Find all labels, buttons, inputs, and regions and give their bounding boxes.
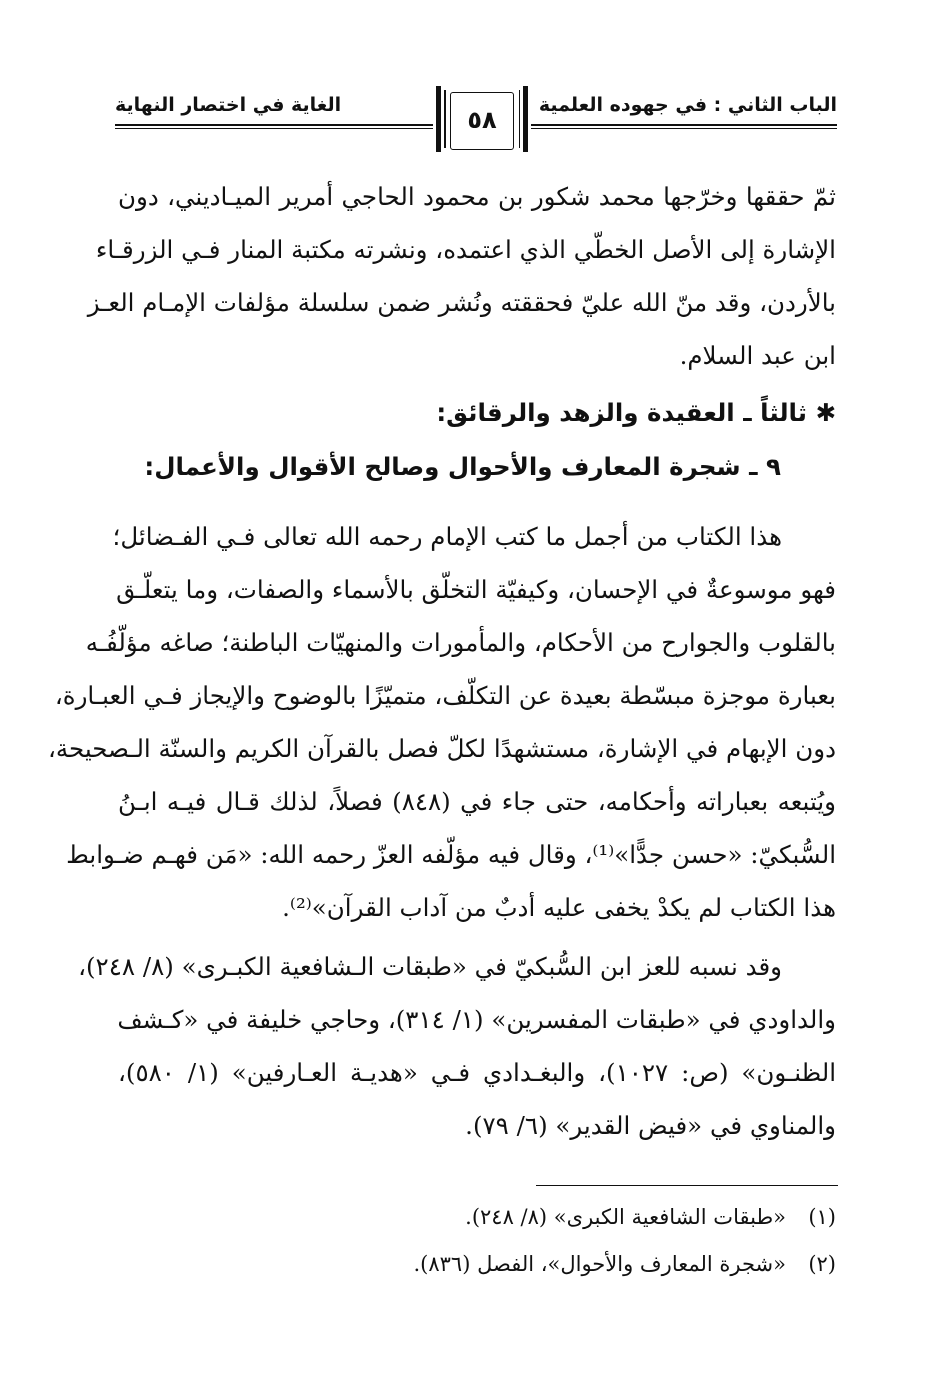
section-heading: ✱ ثالثاً ـ العقيدة والزهد والرقائق: — [436, 398, 836, 427]
text-line: هذا الكتاب لم يكدْ يخفى عليه أدبٌ من آداب القرآن»⁽²⁾. — [282, 893, 836, 922]
text-line: هذا الكتاب من أجمل ما كتب الإمام رحمه الله تعالى فـي الفـضائل؛ — [112, 522, 782, 551]
text-line: بالأردن، وقد منّ الله عليّ فحققته ونُشر ضمن سلسلة مؤلفات الإمـام العـز — [87, 288, 836, 317]
text-line: بالقلوب والجوارح من الأحكام، والمأمورات والمنهيّات الباطنة؛ صاغه مؤلّفُـه — [85, 628, 836, 657]
paragraph-3 — [78, 940, 837, 1152]
chapter-title: الباب الثاني : في جهوده العلمية — [538, 94, 837, 116]
text-line: والداودي في «طبقات المفسرين» (١/ ٣١٤)، وحاجي خليفة في «كـشف — [117, 1005, 836, 1034]
header-rule-left-thin — [115, 128, 433, 129]
text-line: الظنـون» (ص: ١٠٢٧)، والبغـدادي فـي «هديـة العـارفين» (١/ ٥٨٠)، — [118, 1058, 837, 1087]
paragraph-1 — [87, 170, 836, 382]
item-heading: ٩ ـ شجرة المعارف والأحوال وصالح الأقوال والأعمال: — [144, 452, 781, 481]
text-line: السُّبكيّ: «حسن جدًّا»⁽¹⁾، وقال فيه مؤلّفه العزّ رحمه الله: «مَن فهـم ضـوابط — [66, 840, 836, 869]
paragraph-2 — [47, 510, 836, 934]
footnote-text: «شجرة المعارف والأحوال»، الفصل (٨٣٦). — [413, 1252, 786, 1276]
book-title: الغاية في اختصار النهاية — [115, 94, 342, 116]
header-rule-right-thin — [531, 128, 837, 129]
page-number-box — [436, 86, 528, 152]
text-line: ثمّ حققها وخرّجها محمد شكور بن محمود الحاجي أمرير الميـاديني، دون — [118, 182, 836, 211]
text-line: ويُتبعه بعباراته وأحكامه، حتى جاء في (٨٤٨) فصلاً، لذلك قـال فيـه ابـنُ — [118, 787, 836, 816]
header-rule-left — [115, 124, 433, 126]
text-line: والمناوي في «فيض القدير» (٦/ ٧٩). — [465, 1111, 836, 1140]
footnote-text: «طبقات الشافعية الكبرى» (٨/ ٢٤٨). — [465, 1205, 786, 1229]
text-line: بعبارة موجزة مبسّطة بعيدة عن التكلّف، متميّزًا بالوضوح والإيجاز فـي العبـارة، — [54, 681, 836, 710]
header-rule-right — [531, 124, 837, 126]
text-line: الإشارة إلى الأصل الخطّي الذي اعتمده، ونشرته مكتبة المنار فـي الزرقـاء — [95, 235, 836, 264]
footnote-1 — [465, 1205, 836, 1229]
text-line: وقد نسبه للعز ابن السُّبكيّ في «طبقات الـشافعية الكبـرى» (٨/ ٢٤٨)، — [78, 952, 782, 981]
footnote-number: (٢) — [808, 1252, 836, 1276]
page-header — [115, 84, 837, 156]
text-line: دون الإبهام في الإشارة، مستشهدًا لكلّ فصل بالقرآن الكريم والسنّة الـصحيحة، — [47, 734, 836, 763]
page-number: ٥٨ — [467, 106, 497, 134]
footnote-separator — [536, 1185, 838, 1186]
footnote-2 — [414, 1252, 837, 1276]
text-line: ابن عبد السلام. — [679, 341, 836, 370]
text-line: فهو موسوعةٌ في الإحسان، وكيفيّة التخلّق بالأسماء والصفات، وما يتعلّـق — [116, 575, 836, 604]
footnote-number: (١) — [808, 1205, 836, 1229]
